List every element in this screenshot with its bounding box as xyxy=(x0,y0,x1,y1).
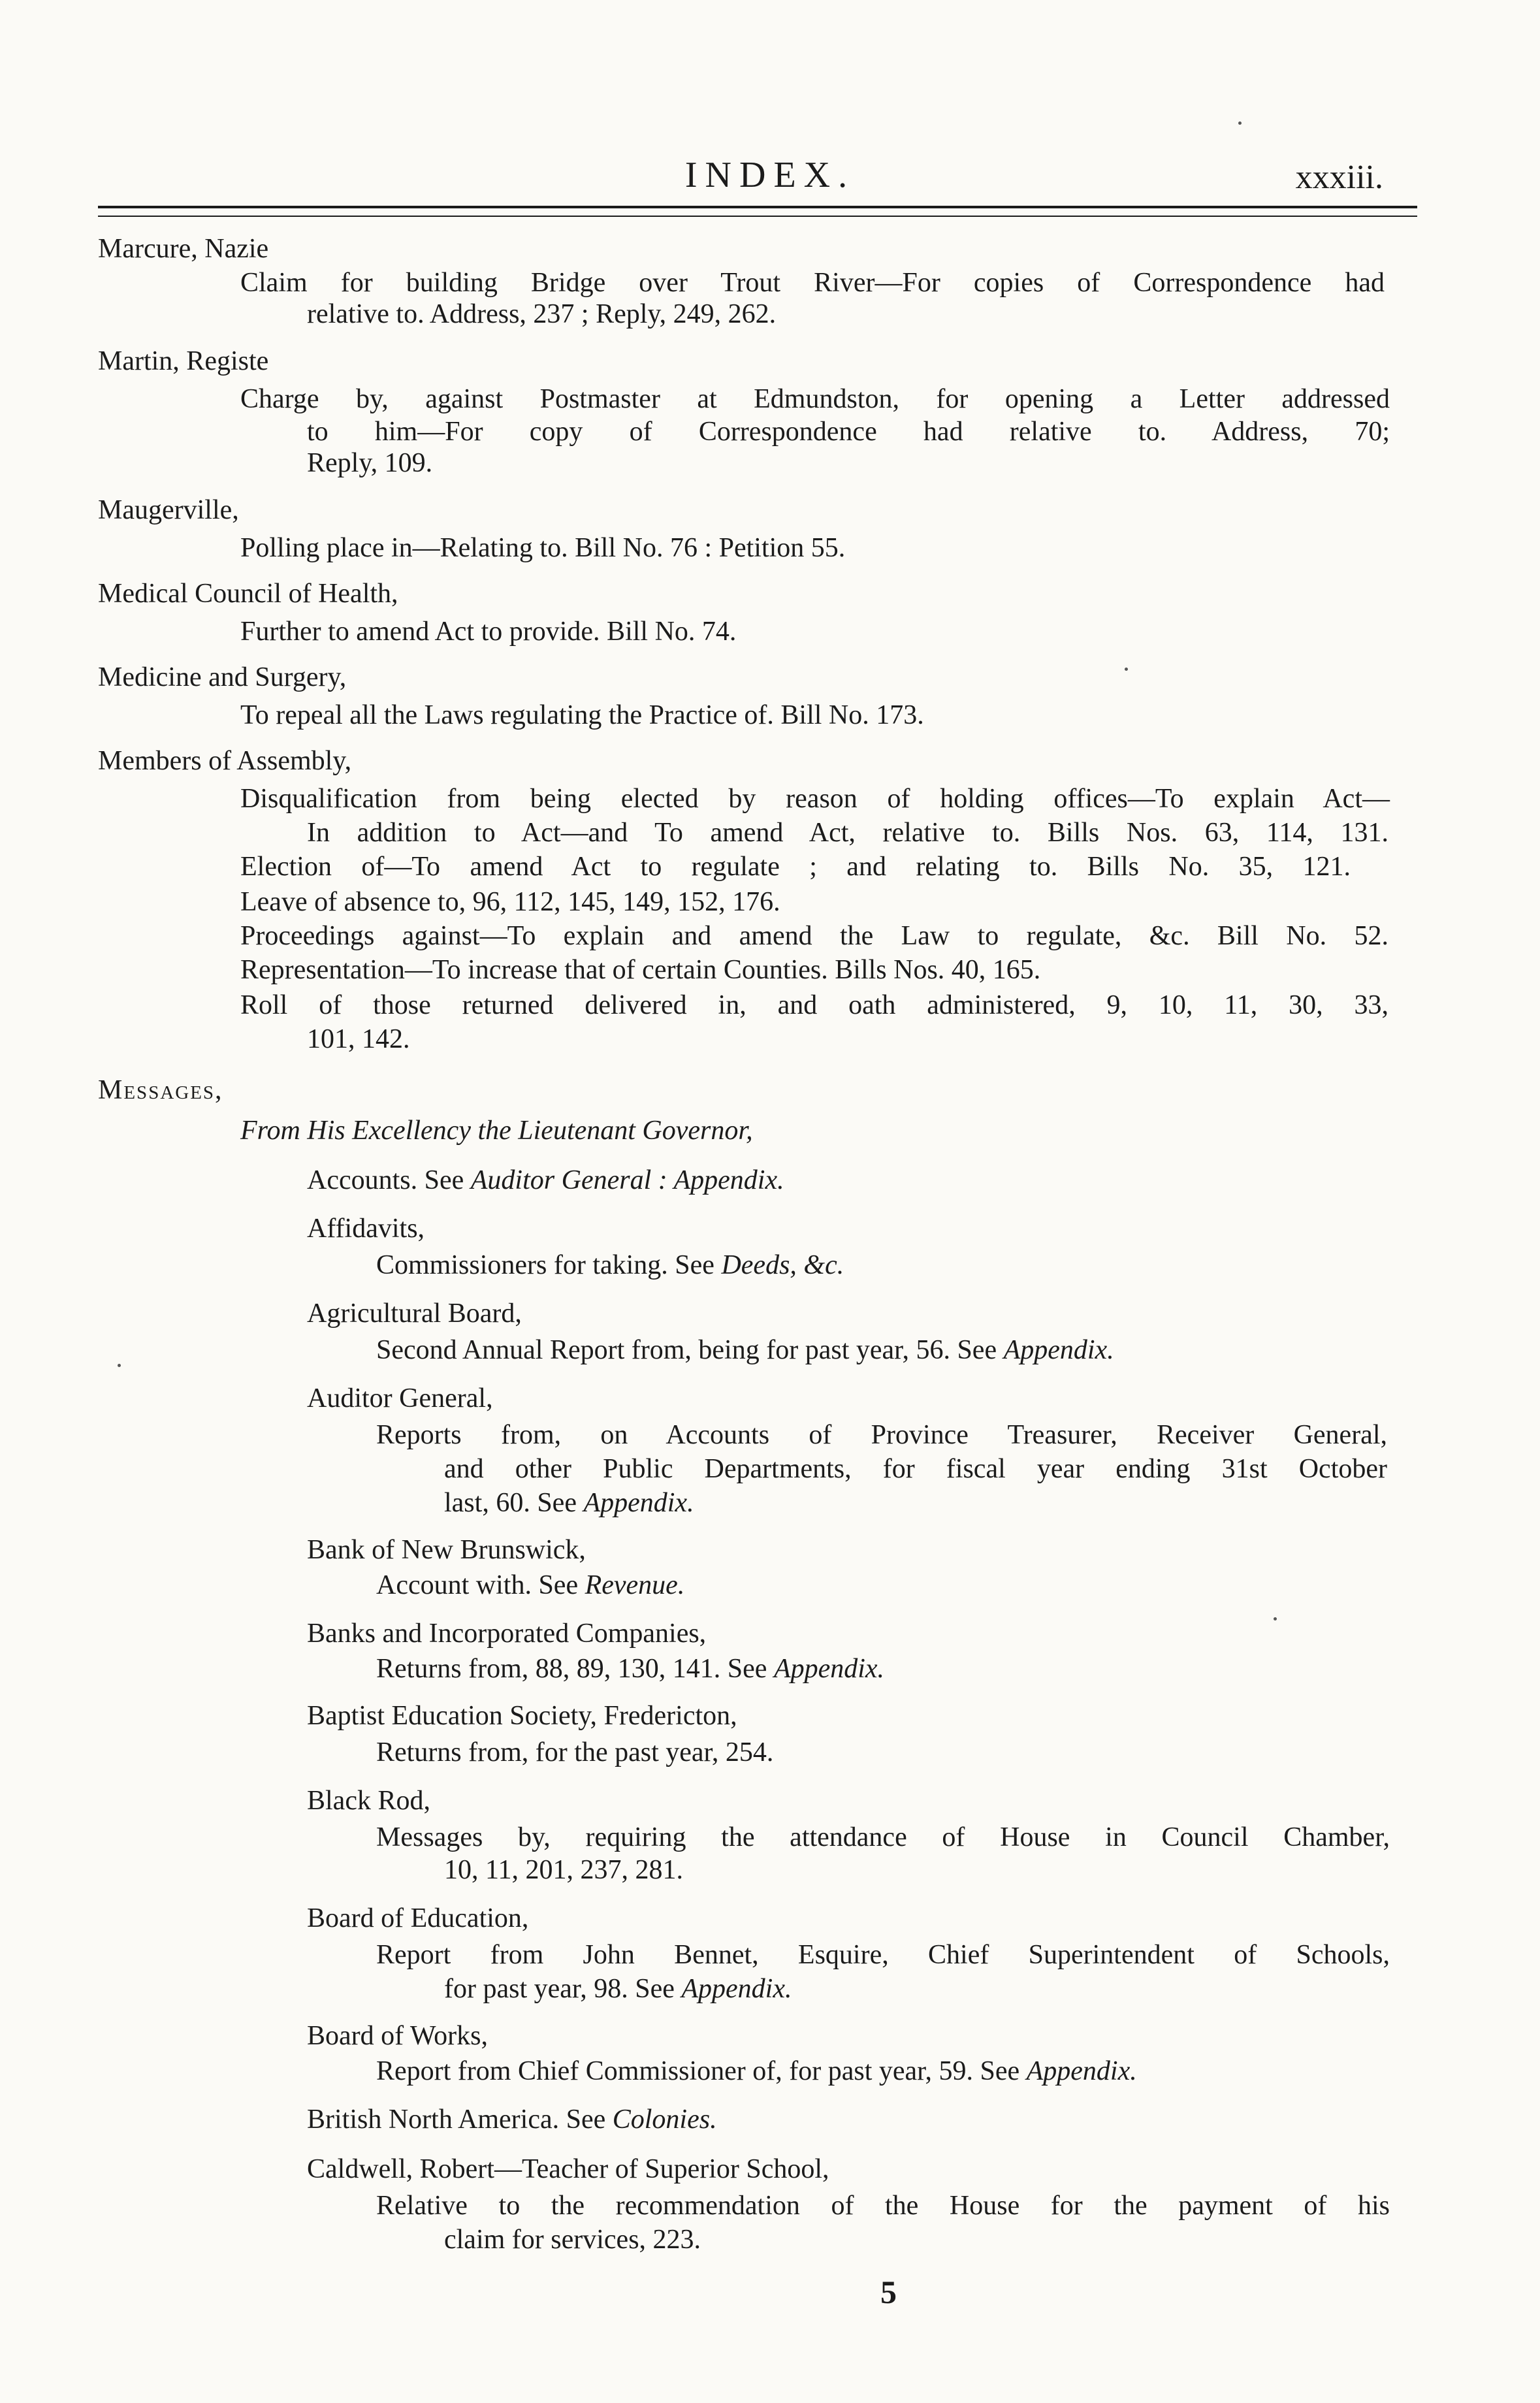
entry-text: Leave of absence to, 96, 112, 145, 149, 152, 176. xyxy=(240,887,780,917)
entry-heading: Banks and Incorporated Companies, xyxy=(307,1619,707,1649)
header-rule-thin xyxy=(98,216,1417,217)
entry-text: 101, 142. xyxy=(307,1024,410,1054)
header-rule-thick xyxy=(98,206,1417,208)
entry-text: Relative to the recommendation of the House for the payment of his xyxy=(376,2191,1390,2221)
print-speck xyxy=(118,1364,121,1367)
entry-heading: Messages, xyxy=(98,1075,223,1105)
entry-text: Election of—To amend Act to regulate ; and relating to. Bills No. 35, 121. xyxy=(240,852,1351,882)
entry-text: In addition to Act—and To amend Act, relative to. Bills Nos. 63, 114, 131. xyxy=(307,818,1388,848)
subheading: From His Excellency the Lieutenant Governor, xyxy=(240,1116,753,1146)
entry-text: claim for services, 223. xyxy=(444,2225,701,2255)
entry-text: Claim for building Bridge over Trout River—For copies of Correspondence had xyxy=(240,268,1385,298)
entry-text: Returns from, for the past year, 254. xyxy=(376,1737,774,1767)
entry-text: last, 60. See Appendix. xyxy=(444,1488,694,1518)
page-title: INDEX. xyxy=(684,155,856,195)
entry-heading: Black Rod, xyxy=(307,1786,430,1816)
entry-text: and other Public Departments, for fiscal year ending 31st October xyxy=(444,1454,1387,1484)
entry-text: Representation—To increase that of certain Counties. Bills Nos. 40, 165. xyxy=(240,955,1041,985)
entry-heading: British North America. See Colonies. xyxy=(307,2105,717,2135)
entry-heading: Bank of New Brunswick, xyxy=(307,1535,586,1565)
entry-heading: Board of Education, xyxy=(307,1903,529,1933)
entry-text: Roll of those returned delivered in, and oath administered, 9, 10, 11, 30, 33, xyxy=(240,990,1388,1020)
entry-heading: Auditor General, xyxy=(307,1383,493,1413)
entry-text: Reply, 109. xyxy=(307,448,433,478)
entry-heading: Agricultural Board, xyxy=(307,1298,522,1329)
entry-heading: Baptist Education Society, Fredericton, xyxy=(307,1701,737,1731)
entry-text: Proceedings against—To explain and amend the Law to regulate, &c. Bill No. 52. xyxy=(240,921,1388,951)
entry-heading: Medicine and Surgery, xyxy=(98,662,347,692)
entry-heading: Board of Works, xyxy=(307,2021,488,2051)
signature-mark: 5 xyxy=(880,2274,897,2310)
entry-text: Messages by, requiring the attendance of House in Council Chamber, xyxy=(376,1822,1390,1852)
entry-text: Charge by, against Postmaster at Edmundston, for opening a Letter addressed xyxy=(240,384,1390,414)
entry-text: Returns from, 88, 89, 130, 141. See Appendix. xyxy=(376,1654,885,1684)
entry-text: Polling place in—Relating to. Bill No. 76 : Petition 55. xyxy=(240,533,846,563)
entry-heading: Members of Assembly, xyxy=(98,746,352,776)
entry-text: Report from Chief Commissioner of, for past year, 59. See Appendix. xyxy=(376,2056,1137,2086)
entry-text: to him—For copy of Correspondence had relative to. Address, 70; xyxy=(307,417,1390,447)
entry-text: Account with. See Revenue. xyxy=(376,1570,685,1600)
entry-heading: Affidavits, xyxy=(307,1214,425,1244)
print-speck xyxy=(1274,1617,1277,1621)
entry-text: Further to amend Act to provide. Bill No. 74. xyxy=(240,617,737,647)
entry-heading: Caldwell, Robert—Teacher of Superior School, xyxy=(307,2154,829,2184)
entry-text: for past year, 98. See Appendix. xyxy=(444,1974,792,2004)
entry-text: Reports from, on Accounts of Province Treasurer, Receiver General, xyxy=(376,1420,1387,1450)
entry-heading: Accounts. See Auditor General : Appendix. xyxy=(307,1165,784,1195)
print-speck xyxy=(1238,121,1242,125)
entry-text: To repeal all the Laws regulating the Practice of. Bill No. 173. xyxy=(240,700,924,730)
entry-text: Commissioners for taking. See Deeds, &c. xyxy=(376,1250,844,1280)
entry-text: Disqualification from being elected by reason of holding offices—To explain Act— xyxy=(240,784,1390,814)
print-speck xyxy=(1125,668,1128,671)
entry-text: Report from John Bennet, Esquire, Chief Superintendent of Schools, xyxy=(376,1940,1390,1970)
entry-text: relative to. Address, 237 ; Reply, 249, 262. xyxy=(307,299,777,329)
entry-heading: Martin, Registe xyxy=(98,346,269,376)
entry-heading: Marcure, Nazie xyxy=(98,234,269,264)
entry-text: Second Annual Report from, being for past year, 56. See Appendix. xyxy=(376,1335,1114,1365)
entry-heading: Medical Council of Health, xyxy=(98,579,398,609)
page-number: xxxiii. xyxy=(1295,159,1383,196)
entry-text: 10, 11, 201, 237, 281. xyxy=(444,1855,683,1885)
entry-heading: Maugerville, xyxy=(98,495,239,525)
